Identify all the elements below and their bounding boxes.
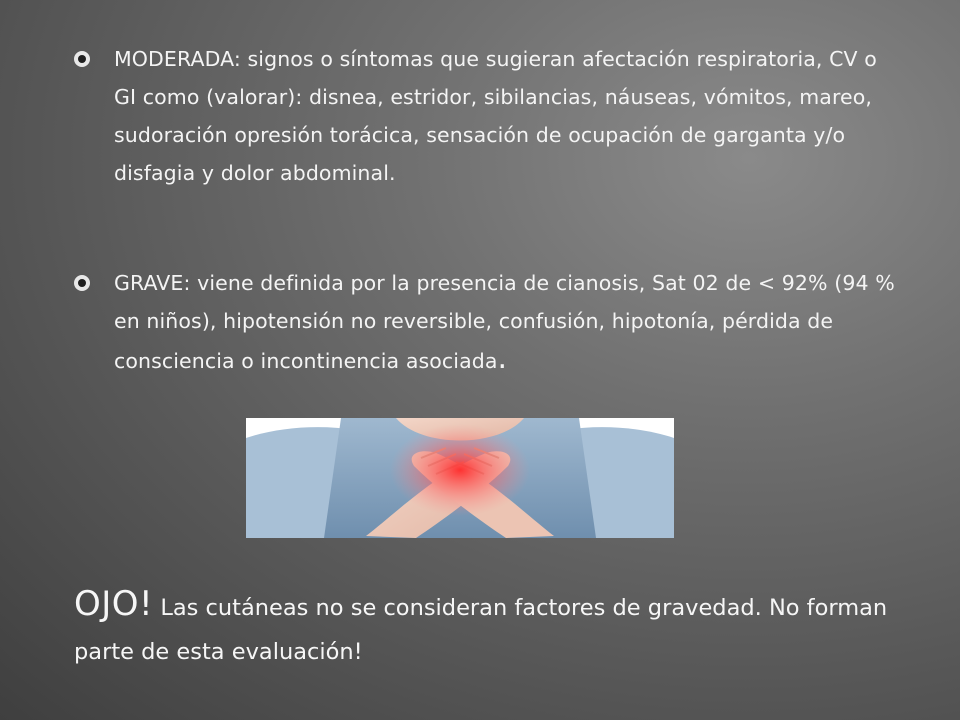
bullet-grave <box>74 264 904 380</box>
note-emphasis: OJO! <box>74 584 154 624</box>
bullet-text: MODERADA: signos o síntomas que sugieran afectación respiratoria, CV o GI como (valorar): disnea, estridor, sibilancias, náuseas, vómitos, mareo, sudoración opresión torácica, sensación de ocupación de garganta y/o disfagia y dolor abdominal. <box>114 47 877 185</box>
note-text: Las cutáneas no se consideran factores de gravedad. No forman parte de esta evaluación! <box>74 595 888 665</box>
chest-pain-photo-icon <box>246 418 674 538</box>
note <box>74 582 934 674</box>
bullet-end-mark: . <box>497 341 508 376</box>
bullet-text: GRAVE: viene definida por la presencia de cianosis, Sat 02 de < 92% (94 % en niños), hipotensión no reversible, confusión, hipotonía, pérdida de consciencia o incontinencia asociada <box>114 271 895 373</box>
bullet-marker-icon <box>74 275 90 291</box>
bullet-moderada <box>74 40 904 192</box>
bullet-text-wrap <box>114 264 904 380</box>
chest-pain-image <box>246 418 674 538</box>
bullet-marker-icon <box>74 51 90 67</box>
